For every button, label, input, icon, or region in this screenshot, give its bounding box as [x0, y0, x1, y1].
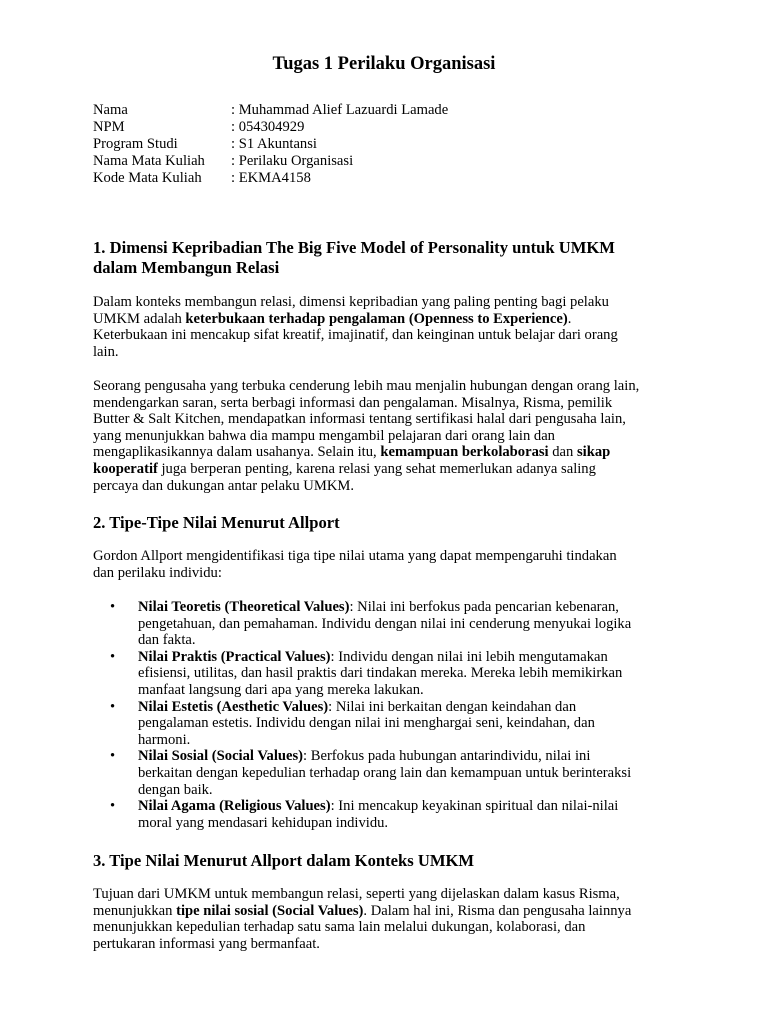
text-line: pengetahuan, dan pemahaman. Individu dengan nilai ini cenderung menyukai logika: [138, 615, 632, 632]
text-line: Tujuan dari UMKM untuk membangun relasi, seperti yang dijelaskan dalam kasus Risma,: [93, 886, 620, 902]
info-row-npm: [93, 119, 448, 136]
text-span: .: [567, 310, 572, 327]
text-line: Gordon Allport mengidentifikasi tiga tipe nilai utama yang dapat mempengaruhi tindakan: [93, 548, 617, 564]
text-line: [138, 649, 680, 666]
bold-text: Nilai Estetis (Aesthetic Values): [138, 698, 329, 715]
text-line: [93, 444, 683, 461]
heading-line: dalam Membangun Relasi: [93, 257, 280, 277]
bold-text: kooperatif: [93, 460, 158, 477]
section1-paragraph-2: [93, 378, 683, 494]
list-item: [110, 699, 680, 749]
info-row-name: [93, 102, 448, 119]
bullet-icon: •: [110, 698, 116, 715]
bold-text: keterbukaan terhadap pengalaman (Openness to Experience): [185, 310, 568, 327]
text-line: [138, 798, 680, 815]
info-label: Nama: [93, 102, 128, 118]
text-line: Dalam konteks membangun relasi, dimensi kepribadian yang paling penting bagi pelaku: [93, 294, 609, 310]
info-row-program: [93, 136, 448, 153]
text-line: percaya dan dukungan antar pelaku UMKM.: [93, 477, 354, 494]
section1-heading: [93, 238, 615, 277]
bold-text: Nilai Sosial (Social Values): [138, 748, 304, 765]
text-line: pengalaman estetis. Individu dengan nilai ini menghargai seni, keindahan, dan: [138, 715, 595, 732]
text-line: Seorang pengusaha yang terbuka cenderung lebih mau menjalin hubungan dengan orang lain,: [93, 378, 640, 394]
bold-text: Nilai Agama (Religious Values): [138, 798, 331, 815]
section2-intro: [93, 548, 683, 581]
info-value: : 054304929: [231, 118, 305, 135]
info-label: NPM: [93, 118, 125, 135]
section2-heading: 2. Tipe-Tipe Nilai Menurut Allport: [93, 513, 340, 532]
bullet-icon: •: [110, 798, 116, 815]
bold-text: sikap: [576, 444, 611, 461]
text-span: juga berperan penting, karena relasi yang sehat memerlukan adanya saling: [157, 460, 596, 477]
text-line: dan fakta.: [138, 632, 196, 649]
bold-text: Nilai Teoretis (Theoretical Values): [138, 599, 350, 615]
info-row-course-name: [93, 153, 448, 170]
list-item: [110, 649, 680, 699]
section3-paragraph: [93, 886, 683, 952]
text-line: Butter & Salt Kitchen, mendapatkan informasi tentang sertifikasi halal dari pengusaha lain,: [93, 411, 626, 428]
section1-paragraph-1: [93, 294, 683, 360]
text-line: dan perilaku individu:: [93, 564, 222, 581]
text-line: [138, 748, 680, 765]
text-span: : Individu dengan nilai ini lebih mengutamakan: [330, 648, 608, 665]
list-item: [110, 599, 680, 649]
text-line: manfaat langsung dari apa yang mereka lakukan.: [138, 681, 424, 698]
heading-line: 1. Dimensi Kepribadian The Big Five Model of Personality untuk UMKM: [93, 238, 615, 257]
text-span: : Berfokus pada hubungan antarindividu, nilai ini: [303, 748, 591, 765]
text-span: UMKM adalah: [93, 310, 186, 327]
info-label: Nama Mata Kuliah: [93, 152, 205, 169]
list-item: [110, 798, 680, 831]
text-span: dan: [548, 444, 577, 461]
text-line: Keterbukaan ini mencakup sifat kreatif, imajinatif, dan keinginan untuk belajar dari orang: [93, 327, 618, 344]
bullet-icon: •: [110, 748, 116, 765]
values-list: [110, 599, 680, 831]
text-line: moral yang mendasari kehidupan individu.: [138, 814, 389, 831]
text-line: yang menunjukkan bahwa dia mampu mengambil pelajaran dari orang lain dan: [93, 427, 555, 444]
bold-text: tipe nilai sosial (Social Values): [176, 902, 364, 919]
info-label: Program Studi: [93, 135, 178, 152]
text-line: mendengarkan saran, serta berbagi informasi dan pengalaman. Misalnya, Risma, pemilik: [93, 394, 613, 411]
info-value: : Perilaku Organisasi: [231, 152, 354, 169]
text-span: : Nilai ini berkaitan dengan keindahan dan: [328, 698, 577, 715]
info-value: : EKMA4158: [231, 169, 311, 186]
text-line: [93, 311, 683, 328]
text-span: menunjukkan: [93, 902, 177, 919]
text-span: : Nilai ini berfokus pada pencarian kebenaran,: [349, 599, 619, 615]
text-line: dengan baik.: [138, 781, 213, 798]
text-span: . Dalam hal ini, Risma dan pengusaha lainnya: [363, 902, 632, 919]
text-line: [138, 599, 680, 616]
text-line: berkaitan dengan kepedulian terhadap orang lain dan kemampuan untuk berinteraksi: [138, 764, 632, 781]
student-info-block: [93, 102, 448, 186]
list-item: [110, 748, 680, 798]
text-line: [93, 461, 683, 478]
info-value: : Muhammad Alief Lazuardi Lamade: [231, 102, 449, 118]
info-value: : S1 Akuntansi: [231, 135, 317, 152]
text-line: efisiensi, utilitas, dan hasil praktis dari tindakan mereka. Mereka lebih memikirkan: [138, 665, 623, 682]
text-span: mengaplikasikannya dalam usahanya. Selain itu,: [93, 444, 381, 461]
text-line: pertukaran informasi yang bermanfaat.: [93, 935, 320, 952]
section3-heading: 3. Tipe Nilai Menurut Allport dalam Konteks UMKM: [93, 851, 475, 870]
text-line: [93, 903, 683, 920]
document-title: Tugas 1 Perilaku Organisasi: [272, 54, 496, 74]
bullet-icon: •: [110, 648, 116, 665]
info-row-course-code: [93, 170, 448, 187]
text-line: lain.: [93, 343, 119, 360]
text-line: [138, 699, 680, 716]
text-line: harmoni.: [138, 731, 191, 748]
bold-text: kemampuan berkolaborasi: [380, 444, 549, 461]
bold-text: Nilai Praktis (Practical Values): [138, 648, 331, 665]
info-label: Kode Mata Kuliah: [93, 169, 202, 186]
text-line: menunjukkan kepedulian terhadap satu sama lain melalui dukungan, kolaborasi, dan: [93, 919, 586, 936]
bullet-icon: •: [110, 599, 116, 615]
text-span: : Ini mencakup keyakinan spiritual dan nilai-nilai: [330, 798, 619, 815]
